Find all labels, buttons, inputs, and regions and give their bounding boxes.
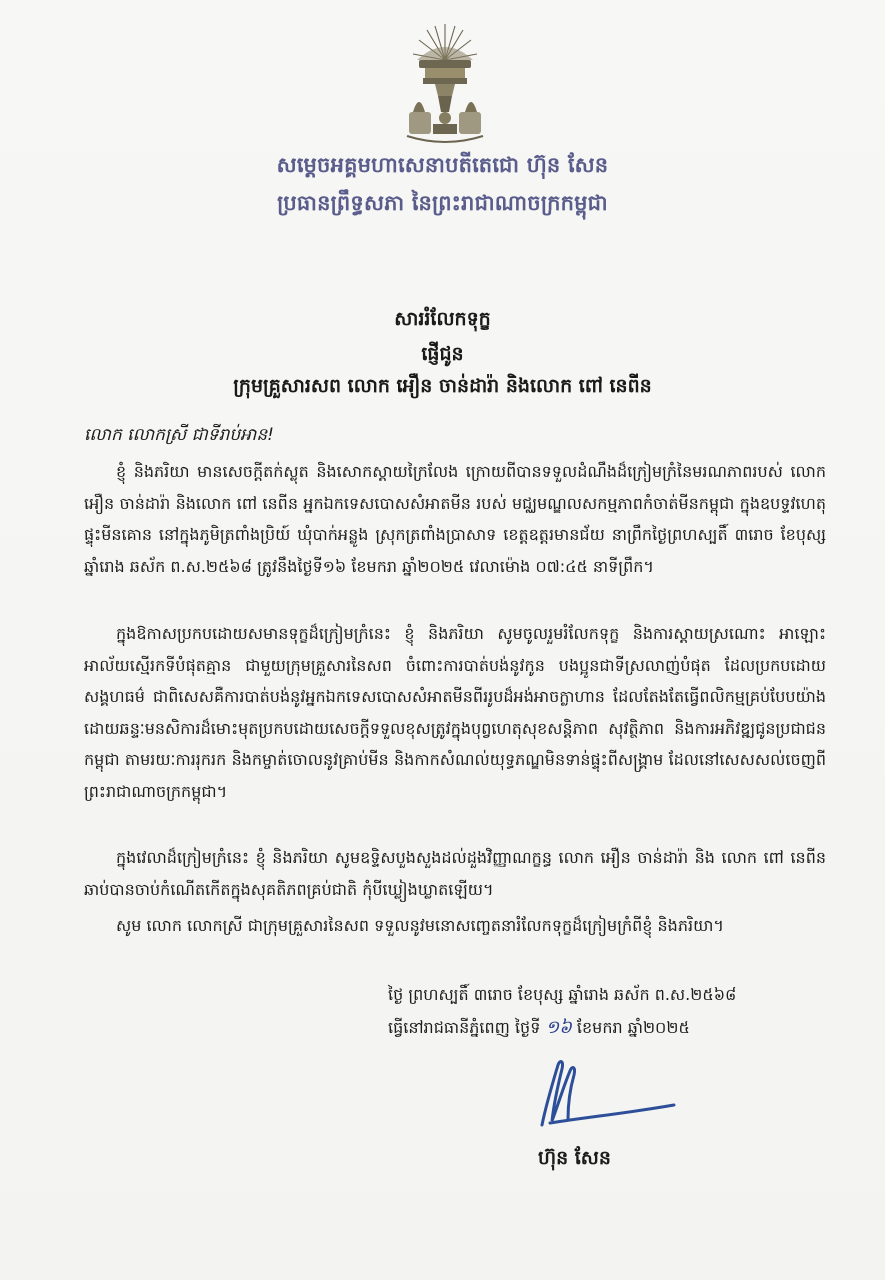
body-paragraph-3: ក្នុងវេលាដ៏ក្រៀមក្រំនេះ ខ្ញុំ និងភរិយា សូមឧទ្ទិសបួងសួងដល់ដួងវិញ្ញាណក្ខន្ធ លោក អឿន ចាន់ដារ៉ា និង លោក ពៅ នេពីន ឆាប់បានចាប់កំណើតកើតក្នុងសុគតិភពគ្រប់ជាតិ កុំបីឃ្លៀងឃ្លាតឡើយ។: [84, 848, 826, 899]
royal-crown-emblem-icon: [405, 20, 485, 148]
body-paragraph-1: ខ្ញុំ និងភរិយា មានសេចក្ដីតក់ស្លុត និងសោកស្ដាយក្រៃលែង ក្រោយពីបានទទួលដំណឹងដ៏ក្រៀមក្រំនៃមរណភាពរបស់ លោក អឿន ចាន់ដារ៉ា និងលោក ពៅ នេពីន អ្នកឯកទេសបោសសំអាតមីន របស់ មជ្ឈមណ្ឌលសកម្មភាពកំចាត់មីនកម្ពុជា ក្នុងឧបទ្ទវហេតុផ្ទុះមីនគោន នៅក្នុងភូមិត្រពាំងប្រិយ៍ ឃុំបាក់អន្លូង ស្រុកត្រពាំងប្រាសាទ ខេត្តឧត្ដរមានជ័យ នាព្រឹកថ្ងៃព្រហស្បតិ៍ ៣រោច ខែបុស្ស ឆ្នាំរោង ឆស័ក ព.ស.២៥៦៨ ត្រូវនឹងថ្ងៃទី១៦ ខែមករា ឆ្នាំ២០២៥ វេលាម៉ោង ០៧:៤៥ នាទីព្រឹក។: [84, 462, 826, 576]
sender-position: ប្រធានព្រឹទ្ធសភា នៃព្រះរាជាណាចក្រកម្ពុជា: [277, 191, 608, 215]
sender-name: សម្ដេចអគ្គមហាសេនាបតីតេជោ ហ៊ុន សែន: [276, 153, 609, 177]
handwritten-day: ១៦: [545, 1017, 572, 1038]
body-paragraph-4: សូម លោក លោកស្រី ជាក្រុមគ្រួសារនៃសព ទទួលនូវមនោសញ្ចេតនារំលែកទុក្ខដ៏ក្រៀមក្រំពីខ្ញុំ និងភរិយា។: [116, 916, 724, 935]
body-paragraph-2: ក្នុងឱកាសប្រកបដោយសមានទុក្ខដ៏ក្រៀមក្រំនេះ ខ្ញុំ និងភរិយា សូមចូលរួមរំលែកទុក្ខ និងការស្ដាយស្រណោះ អាឡោះអាល័យស្មើរកទីបំផុតគ្មាន ជាមួយក្រុមគ្រួសារនៃសព ចំពោះការបាត់បង់នូវកូន បងប្អូនជាទីស្រលាញ់បំផុត ដែលប្រកបដោយសង្គហធម៌ ជាពិសេសគឺការបាត់បង់នូវអ្នកឯកទេសបោសសំអាតមីនពីររូបដ៏អង់អាចក្លាហាន ដែលតែងតែធ្វើពលិកម្មគ្រប់បែបយ៉ាងដោយឆន្ទៈមនសិការដ៏មោះមុតប្រកបដោយសេចក្ដីទទួលខុសត្រូវក្នុងបុព្វហេតុសុខសន្តិភាព សុវត្ថិភាព និងការអភិវឌ្ឍជូនប្រជាជនកម្ពុជា តាមរយៈការរុករក និងកម្ចាត់ចោលនូវគ្រាប់មីន និងកាកសំណល់យុទ្ធភណ្ឌមិនទាន់ផ្ទុះពីសង្គ្រាម ដែលនៅសេសសល់ចេញពីព្រះរាជាណាចក្រកម្ពុជា។: [84, 624, 826, 801]
letter-recipient: ក្រុមគ្រួសារសព លោក អឿន ចាន់ដារ៉ា និងលោក ពៅ នេពីន: [233, 375, 652, 397]
handwritten-signature-icon: [528, 1055, 678, 1135]
place-and-date: [388, 1015, 690, 1042]
place-prefix: ធ្វើនៅរាជធានីភ្នំពេញ ថ្ងៃទី: [388, 1018, 541, 1037]
letter-subtitle: ផ្ញើជូន: [421, 343, 464, 365]
salutation: លោក លោកស្រី ជាទីរាប់អាន!: [84, 425, 274, 445]
place-suffix: ខែមករា ឆ្នាំ២០២៥: [576, 1018, 690, 1037]
lunar-date: ថ្ងៃ ព្រហស្បតិ៍ ៣រោច ខែបុស្ស ឆ្នាំរោង ឆស័ក ព.ស.២៥៦៨: [388, 985, 737, 1004]
signer-name: ហ៊ុន សែន: [538, 1147, 611, 1169]
letter-title: សាររំលែកទុក្ខ: [394, 308, 491, 330]
